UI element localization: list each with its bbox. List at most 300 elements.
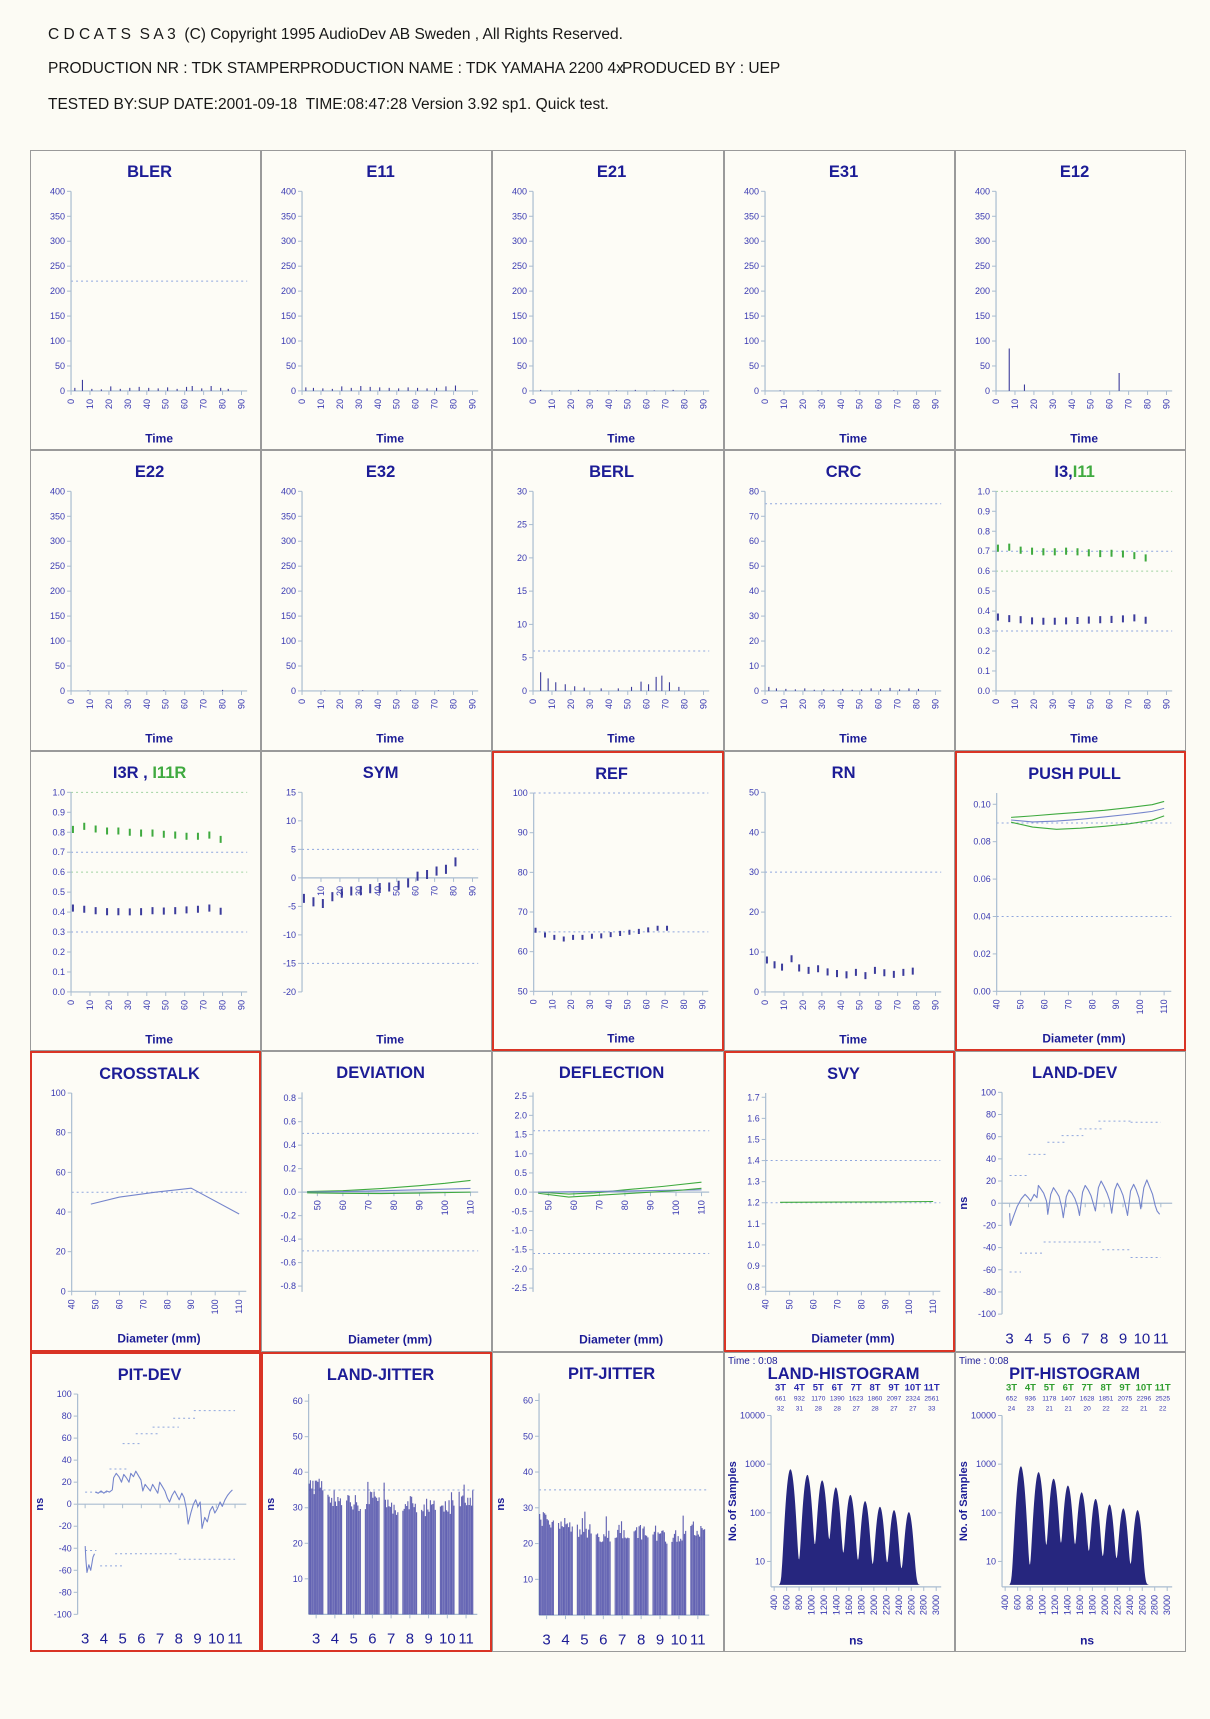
y-tick-label: 150 (50, 611, 66, 622)
y-tick-label: 15 (286, 787, 297, 798)
y-tick-label: 80 (985, 1109, 996, 1120)
x-tick-label: 10 (1009, 398, 1020, 410)
x-tick-label: 50 (622, 999, 633, 1010)
y-tick-label: 100 (281, 336, 297, 347)
x-tick-label: 60 (1039, 999, 1050, 1010)
y-tick-label: 150 (281, 611, 297, 622)
x-tick-label: 70 (198, 999, 209, 1010)
chart-title-e32: E32 (366, 462, 396, 482)
x-tick-label: 0 (66, 699, 77, 705)
hist-peak-width: 28 (814, 1405, 822, 1413)
series-histogram (1009, 1466, 1148, 1584)
x-tick-label: 40 (1066, 699, 1077, 710)
chart-svg-crosstalk (32, 1053, 259, 1349)
hist-peak-pos: 1178 (1042, 1394, 1057, 1402)
x-tick-label: 90 (467, 699, 478, 710)
x-tick-label: 60 (114, 1299, 125, 1310)
x-tick-label: 60 (410, 398, 421, 410)
y-tick-label: 10 (985, 1556, 996, 1567)
x-tick-label: 50 (160, 999, 171, 1010)
y-tick-label: 350 (512, 211, 528, 222)
y-tick-label: -100 (977, 1309, 996, 1320)
series-line (95, 1471, 232, 1528)
y-tick-label: 100 (50, 636, 66, 647)
x-tick-label: 9 (1118, 1330, 1127, 1348)
x-tick-label: 90 (698, 398, 709, 410)
x-tick-label: 30 (585, 398, 596, 410)
y-tick-label: 50 (292, 1431, 303, 1442)
y-tick-label: 1.5 (746, 1134, 760, 1145)
x-axis-label: Diameter (mm) (579, 1332, 664, 1347)
y-tick-label: 0 (522, 385, 528, 396)
y-tick-label: 2.0 (514, 1110, 528, 1121)
hist-peak-pos: 652 (1005, 1394, 1017, 1402)
x-tick-label: 40 (760, 1299, 771, 1310)
y-tick-label: 0.2 (283, 1163, 297, 1174)
y-tick-label: 1.0 (514, 1148, 528, 1159)
x-tick-label: 10 (778, 999, 789, 1010)
hist-peak-pos: 2561 (923, 1394, 939, 1402)
y-tick-label: 0.6 (977, 566, 990, 577)
chart-e11 (261, 150, 492, 450)
x-axis-label: Time (607, 731, 636, 746)
y-axis-label: No. of Samples (726, 1460, 739, 1541)
y-tick-label: -0.6 (280, 1257, 297, 1268)
hist-peak-width: 22 (1121, 1405, 1129, 1413)
x-tick-label: 20 (335, 699, 346, 710)
chart-bler (30, 150, 261, 450)
x-tick-label: 0 (759, 398, 770, 405)
hist-t-label: 10T (904, 1381, 921, 1393)
x-tick-label: 70 (661, 699, 672, 710)
y-tick-label: 40 (748, 586, 759, 597)
x-tick-label: 2000 (868, 1594, 879, 1615)
x-tick-label: 50 (391, 885, 402, 896)
hist-peak-width: 24 (1007, 1405, 1015, 1413)
x-tick-label: 50 (854, 999, 865, 1010)
x-tick-label: 80 (679, 398, 690, 410)
y-tick-label: 1.1 (746, 1218, 760, 1230)
y-tick-label: -10 (283, 929, 297, 940)
x-tick-label: 80 (448, 699, 459, 710)
hist-t-label: 6T (831, 1381, 843, 1393)
x-tick-label: 5 (580, 1630, 589, 1648)
y-axis-label: ns (957, 1196, 970, 1210)
y-tick-label: 10000 (739, 1410, 765, 1421)
chart-svg-e21 (493, 151, 722, 449)
x-axis-label: Diameter (mm) (348, 1332, 433, 1347)
y-tick-label: 300 (50, 236, 66, 247)
x-tick-label: 40 (835, 699, 846, 710)
hist-peak-width: 21 (1064, 1405, 1072, 1413)
x-tick-label: 60 (179, 999, 190, 1010)
hist-t-label: 4T (793, 1381, 805, 1393)
x-tick-label: 8 (637, 1630, 646, 1648)
x-tick-label: 90 (467, 885, 478, 896)
hist-peak-pos: 2075 (1117, 1394, 1133, 1402)
x-tick-label: 80 (911, 699, 922, 710)
x-axis-label: Time (1069, 731, 1098, 746)
y-tick-label: 0 (60, 385, 66, 396)
hist-peak-width: 23 (1026, 1405, 1034, 1413)
x-tick-label: 40 (604, 999, 615, 1010)
x-tick-label: 80 (448, 398, 459, 410)
y-tick-label: 50 (748, 360, 759, 372)
chart-title-e21: E21 (597, 162, 627, 182)
x-tick-label: 80 (162, 1299, 173, 1310)
chart-e32 (261, 450, 492, 750)
y-axis-label: No. of Samples (957, 1460, 970, 1541)
chart-title-pit-jitter: PIT-JITTER (568, 1363, 656, 1383)
x-axis-label: Time (376, 1032, 405, 1047)
y-tick-label: 40 (748, 827, 759, 838)
x-tick-label: 60 (410, 885, 421, 896)
y-tick-label: 400 (50, 486, 66, 497)
y-tick-label: -80 (982, 1287, 996, 1298)
chart-svg-deflection (493, 1052, 722, 1350)
hist-t-label: 8T (869, 1381, 881, 1393)
chart-title-push-pull: PUSH PULL (1027, 764, 1121, 783)
chart-title-e22: E22 (134, 462, 165, 482)
chart-svg-ref (494, 753, 721, 1049)
y-tick-label: 1.0 (52, 787, 66, 798)
chart-title-land-dev: LAND-DEV (1031, 1063, 1118, 1083)
chart-pit-histogram (955, 1352, 1186, 1652)
y-tick-label: 0 (753, 686, 759, 697)
x-tick-label: 1800 (856, 1594, 867, 1615)
y-tick-label: 350 (50, 211, 66, 222)
x-tick-label: 60 (179, 398, 190, 410)
y-tick-label: 250 (512, 261, 528, 272)
y-axis-label: ns (265, 1497, 278, 1511)
x-tick-label: 1400 (1062, 1594, 1073, 1615)
x-tick-label: 8 (174, 1629, 183, 1647)
y-tick-label: 0.3 (977, 626, 990, 637)
y-tick-label: 100 (56, 1388, 72, 1399)
y-tick-label: 40 (292, 1466, 303, 1477)
y-tick-label: 250 (281, 261, 297, 272)
x-tick-label: 70 (892, 398, 903, 410)
y-tick-label: 350 (743, 211, 759, 222)
x-tick-label: 2000 (1099, 1594, 1110, 1615)
y-tick-label: 100 (743, 336, 759, 347)
y-tick-label: 200 (512, 286, 528, 297)
y-tick-label: 400 (974, 186, 990, 197)
y-tick-label: 0.0 (977, 686, 990, 697)
y-tick-label: 350 (281, 211, 297, 222)
x-tick-label: 20 (797, 999, 808, 1010)
y-tick-label: 5 (522, 653, 528, 664)
x-tick-label: 50 (854, 699, 865, 710)
chart-rn (724, 751, 955, 1051)
chart-svg-pit-jitter (493, 1353, 722, 1651)
chart-svg-deviation (262, 1052, 491, 1350)
x-tick-label: 0 (66, 398, 77, 405)
x-tick-label: 20 (797, 398, 808, 410)
x-tick-label: 70 (1063, 999, 1074, 1010)
chart-svg-land-dev (956, 1052, 1185, 1350)
y-tick-label: 60 (292, 1395, 303, 1406)
chart-title-land-jitter: LAND-JITTER (327, 1365, 435, 1384)
y-tick-label: 0.8 (977, 526, 990, 537)
x-tick-label: 10 (547, 699, 558, 710)
chart-land-histogram (724, 1352, 955, 1652)
chart-svg-pit-dev (32, 1354, 259, 1650)
y-tick-label: 150 (50, 311, 66, 322)
y-tick-label: 1.3 (746, 1176, 760, 1187)
x-tick-label: 20 (566, 999, 577, 1010)
y-tick-label: 30 (748, 866, 759, 877)
x-axis-label: Time (838, 731, 867, 746)
x-tick-label: 90 (1161, 699, 1172, 710)
y-tick-label: 60 (523, 1395, 534, 1406)
x-tick-label: 90 (186, 1299, 197, 1310)
y-tick-label: 100 (974, 336, 990, 347)
hist-peak-pos: 1407 (1060, 1394, 1076, 1402)
x-tick-label: 80 (855, 1299, 866, 1310)
series-jitter-comb (309, 1478, 473, 1614)
x-tick-label: 90 (930, 999, 941, 1010)
x-tick-label: 50 (312, 1200, 323, 1211)
corner-time-label: Time : 0:08 (727, 1355, 778, 1367)
x-tick-label: 90 (930, 699, 941, 710)
y-tick-label: 200 (281, 586, 297, 597)
chart-crosstalk (30, 1051, 261, 1351)
y-tick-label: 350 (974, 211, 990, 222)
y-tick-label: 300 (743, 236, 759, 247)
x-tick-label: 90 (236, 398, 247, 410)
x-tick-label: 100 (210, 1299, 221, 1315)
hist-t-label: 5T (812, 1381, 824, 1393)
x-tick-label: 110 (234, 1299, 245, 1314)
x-tick-label: 70 (660, 999, 671, 1010)
x-tick-label: 10 (316, 699, 327, 710)
y-tick-label: 200 (974, 286, 990, 297)
x-tick-label: 50 (854, 398, 865, 410)
x-tick-label: 1000 (1037, 1594, 1048, 1615)
chart-svg-berl (493, 451, 722, 749)
x-tick-label: 30 (354, 699, 365, 710)
x-tick-label: 40 (604, 398, 615, 410)
y-tick-label: 10 (523, 1573, 534, 1584)
hist-t-label: 5T (1043, 1381, 1055, 1393)
x-tick-label: 1600 (1074, 1594, 1085, 1615)
chart-svg-e11 (262, 151, 491, 449)
x-axis-label: ns (848, 1632, 863, 1647)
series-points (73, 823, 221, 843)
x-tick-label: 50 (160, 699, 171, 710)
y-tick-label: 10 (748, 661, 759, 672)
x-tick-label: 30 (585, 999, 596, 1010)
x-tick-label: 6 (368, 1629, 377, 1647)
x-tick-label: 2400 (1124, 1594, 1135, 1615)
chart-svg-sym (262, 752, 491, 1050)
x-tick-label: 70 (138, 1299, 149, 1310)
x-tick-label: 60 (873, 398, 884, 410)
x-tick-label: 2200 (880, 1594, 891, 1615)
chart-title-e12: E12 (1059, 162, 1090, 182)
y-tick-label: -40 (58, 1542, 72, 1553)
x-tick-label: 50 (784, 1299, 795, 1310)
chart-title-i3r-i11r: I3R , I11R (112, 762, 187, 783)
y-tick-label: 0.9 (52, 807, 66, 818)
x-tick-label: 50 (391, 699, 402, 710)
chart-svg-land-jitter (263, 1354, 490, 1650)
x-tick-label: 0 (759, 699, 770, 705)
chart-title-sym: SYM (362, 762, 399, 783)
y-tick-label: 0.4 (52, 906, 66, 917)
y-tick-label: -20 (58, 1520, 72, 1531)
chart-title-deflection: DEFLECTION (559, 1063, 665, 1083)
chart-berl (492, 450, 723, 750)
x-tick-label: 60 (1104, 699, 1115, 710)
x-axis-label: Time (376, 731, 405, 746)
x-tick-label: 70 (1123, 398, 1134, 410)
x-tick-label: 2600 (905, 1594, 916, 1615)
x-tick-label: 60 (808, 1299, 819, 1310)
x-tick-label: 70 (363, 1200, 374, 1211)
hist-t-label: 8T (1100, 1381, 1112, 1393)
hist-t-label: 6T (1062, 1381, 1074, 1393)
y-tick-label: 100 (50, 1088, 66, 1099)
x-tick-label: 10 (85, 398, 95, 410)
y-tick-label: 350 (281, 511, 297, 522)
y-tick-label: 150 (743, 311, 759, 322)
y-tick-label: 0.3 (52, 926, 66, 937)
y-tick-label: 30 (523, 1502, 534, 1513)
y-tick-label: 0.5 (514, 1168, 528, 1179)
x-tick-label: 30 (122, 699, 133, 710)
x-tick-label: 20 (566, 398, 577, 410)
y-tick-label: 70 (518, 906, 529, 917)
x-tick-label: 90 (698, 699, 709, 710)
y-tick-label: 60 (748, 536, 759, 547)
chart-land-dev (955, 1051, 1186, 1351)
hist-peak-pos: 936 (1024, 1394, 1036, 1402)
x-tick-label: 2200 (1112, 1594, 1123, 1615)
series-points (304, 857, 456, 908)
x-tick-label: 70 (594, 1200, 605, 1211)
x-tick-label: 3 (542, 1630, 552, 1648)
x-tick-label: 20 (566, 699, 577, 710)
x-tick-label: 80 (217, 999, 228, 1010)
x-tick-label: 100 (1135, 999, 1145, 1015)
x-tick-label: 60 (1104, 398, 1115, 410)
y-tick-label: 10 (748, 946, 759, 957)
hist-peak-width: 20 (1083, 1405, 1091, 1413)
y-tick-label: 0.00 (973, 986, 991, 997)
y-tick-label: 60 (518, 946, 529, 957)
y-tick-label: 20 (55, 1246, 66, 1257)
chart-svg-push-pull (957, 753, 1184, 1049)
x-tick-label: 10 (208, 1629, 225, 1647)
y-tick-label: 20 (523, 1538, 534, 1549)
chart-svg-i3-i11 (956, 451, 1185, 749)
x-tick-label: 1200 (818, 1594, 829, 1615)
y-tick-label: 40 (985, 1154, 996, 1165)
y-tick-label: 300 (281, 236, 297, 247)
hist-t-label: 9T (1119, 1381, 1131, 1393)
series-spikes (306, 385, 456, 390)
x-tick-label: 100 (671, 1200, 682, 1216)
x-tick-label: 1000 (806, 1594, 817, 1615)
x-tick-label: 80 (1087, 999, 1098, 1010)
x-tick-label: 0 (990, 398, 1001, 405)
x-tick-label: 40 (373, 885, 383, 896)
y-tick-label: 10 (286, 815, 297, 826)
x-tick-label: 2800 (918, 1594, 929, 1615)
y-tick-label: 300 (281, 536, 297, 547)
hist-t-label: 4T (1024, 1381, 1036, 1393)
x-tick-label: 7 (155, 1629, 165, 1647)
chart-e21 (492, 150, 723, 450)
x-tick-label: 20 (103, 398, 114, 410)
x-axis-label: Time (838, 1032, 867, 1047)
y-tick-label: 0.1 (977, 666, 990, 677)
y-tick-label: -1.5 (511, 1244, 528, 1255)
hist-peak-pos: 932 (793, 1394, 805, 1402)
y-tick-label: 50 (523, 1430, 534, 1441)
x-tick-label: 30 (122, 398, 133, 410)
x-tick-label: 70 (198, 398, 209, 410)
x-axis-label: Diameter (mm) (117, 1331, 201, 1346)
x-tick-label: 11 (690, 1630, 707, 1648)
chart-title-rn: RN (831, 762, 856, 783)
y-tick-label: 50 (748, 561, 759, 572)
x-tick-label: 8 (405, 1629, 415, 1647)
x-tick-label: 50 (1085, 398, 1096, 410)
x-tick-label: 0 (528, 398, 539, 405)
y-tick-label: 15 (517, 586, 528, 597)
y-tick-label: 1.4 (746, 1155, 760, 1166)
y-tick-label: -20 (982, 1220, 996, 1231)
y-tick-label: 5 (291, 844, 297, 855)
x-tick-label: 10 (670, 1630, 688, 1648)
x-tick-label: 90 (414, 1200, 425, 1211)
y-tick-label: 20 (292, 1537, 303, 1548)
series-points (998, 614, 1146, 625)
series-points (998, 544, 1146, 562)
chart-svg-rn (725, 752, 954, 1050)
x-tick-label: 1400 (831, 1594, 842, 1615)
x-tick-label: 50 (160, 398, 171, 410)
x-tick-label: 2400 (893, 1594, 904, 1615)
y-tick-label: 0.8 (283, 1093, 297, 1104)
y-tick-label: 100 (980, 1087, 996, 1098)
x-tick-label: 90 (698, 999, 709, 1010)
x-tick-label: 400 (768, 1594, 779, 1610)
x-tick-label: 6 (599, 1630, 608, 1648)
x-axis-label: Time (145, 1032, 174, 1047)
x-tick-label: 5 (118, 1629, 127, 1647)
x-tick-label: 30 (1047, 699, 1058, 710)
corner-time-label: Time : 0:08 (958, 1355, 1009, 1367)
chart-svg-pit-histogram (956, 1353, 1185, 1651)
hist-peak-width: 28 (833, 1405, 841, 1413)
hist-t-label: 11T (1154, 1381, 1171, 1393)
chart-svg-bler (31, 151, 260, 449)
hist-peak-pos: 2324 (905, 1394, 920, 1402)
y-axis-label: ns (495, 1497, 508, 1511)
x-tick-label: 40 (66, 1299, 77, 1310)
series-spikes (1009, 348, 1119, 390)
series-points (73, 904, 221, 915)
chart-pit-jitter (492, 1352, 723, 1652)
y-tick-label: 250 (743, 261, 759, 272)
chart-title-e31: E31 (828, 162, 858, 182)
chart-sym (261, 751, 492, 1051)
chart-pit-dev (30, 1352, 261, 1652)
